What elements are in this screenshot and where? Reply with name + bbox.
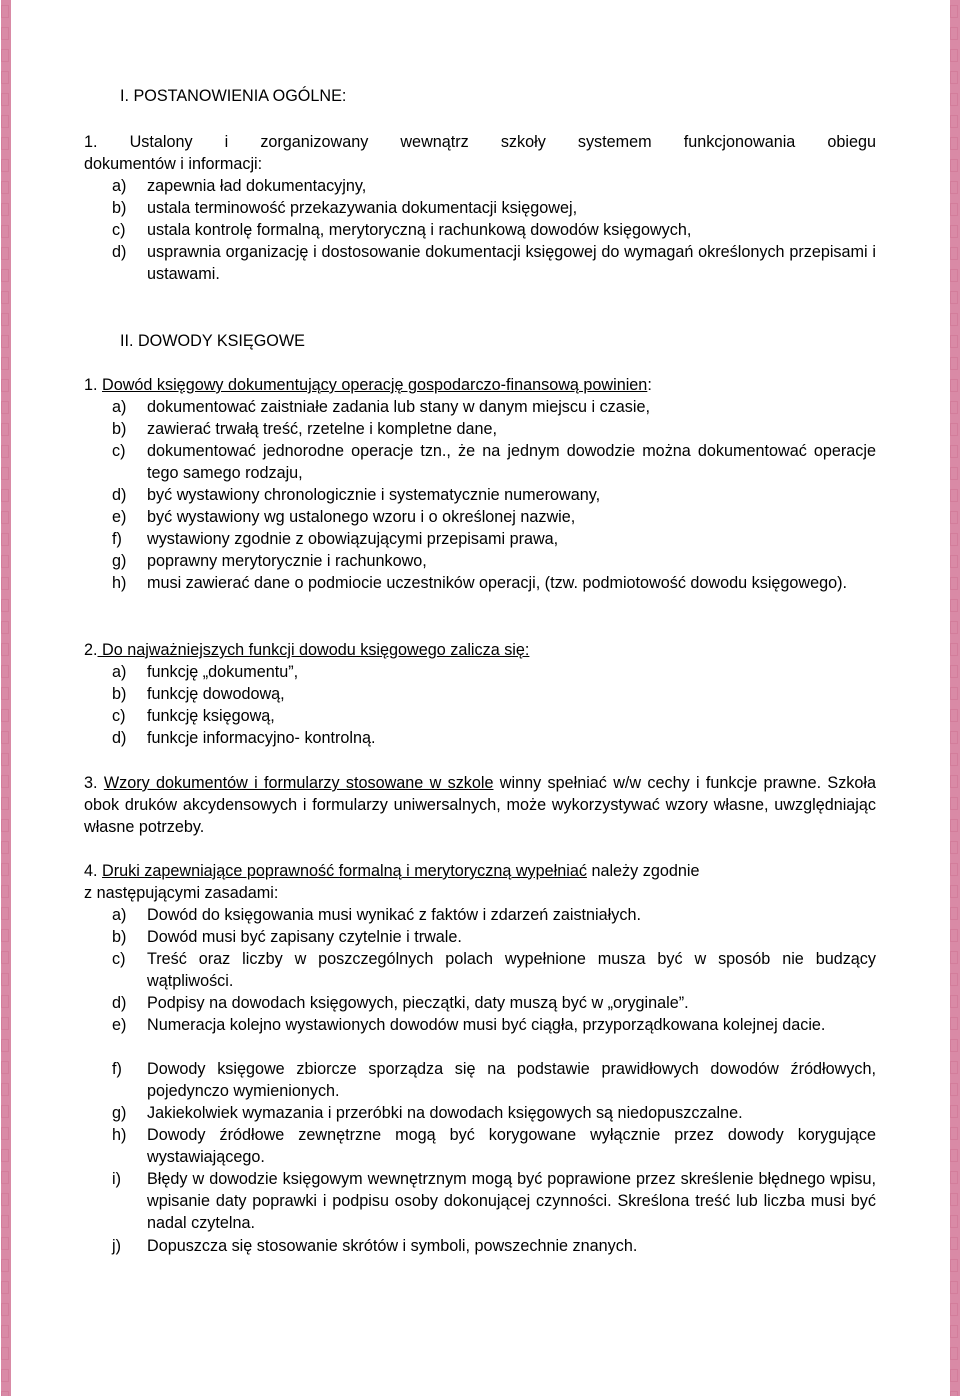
list-label: b) [112, 928, 127, 946]
list-label: a) [112, 398, 127, 416]
list-text: funkcje informacyjno- kontrolną. [147, 729, 376, 747]
paragraph-evidence-4 [84, 860, 876, 882]
list-text: musi zawierać dane o podmiocie uczestników operacji, (tzw. podmiotowość dowodu księgowego). [147, 574, 848, 592]
list-label: f) [112, 1060, 122, 1078]
list-text: być wystawiony chronologicznie i systematycznie numerowany, [147, 486, 601, 504]
decorative-border-right [950, 0, 960, 1396]
paragraph-number: 1. [84, 376, 98, 394]
list-text: dokumentować zaistniałe zadania lub stany w danym miejscu i czasie, [147, 398, 650, 416]
list-text: dokumentować jednorodne operacje tzn., że na jednym dowodzie można dokumentować operacje tego samego rodzaju, [147, 442, 876, 482]
underlined-text: Wzory dokumentów i formularzy stosowane w szkole [103, 774, 494, 792]
list-text: Treść oraz liczby w poszczególnych polach wypełnione musza być w sposób nie budzący wątpliwości. [147, 950, 876, 990]
list-label: c) [112, 221, 126, 239]
list-label: h) [112, 1126, 127, 1144]
list-label: g) [112, 552, 127, 570]
list-label: d) [112, 486, 127, 504]
list-label: e) [112, 1016, 127, 1034]
paragraph-text: winny spełniać w/w cechy i funkcje prawne. Szkoła obok druków akcydensowych i formularzy uniwersalnych, może wykorzystywać wzory własne, uwzględniając własne potrzeby. [84, 774, 876, 836]
list-label: a) [112, 177, 127, 195]
list-text: Błędy w dowodzie księgowym wewnętrznym mogą być poprawione przez skreślenie błędnego wpisu, wpisanie daty poprawki i podpisu osoby dokonującej czynności. Skreślona treść lub liczba musi być nadal czytelna. [147, 1170, 876, 1232]
decorative-border-left [1, 0, 11, 1396]
list-label: e) [112, 508, 127, 526]
section-heading-evidence: II. DOWODY KSIĘGOWE [120, 332, 305, 350]
paragraph-evidence-1 [84, 374, 876, 396]
list-label: d) [112, 243, 127, 261]
section-heading-general: I. POSTANOWIENIA OGÓLNE: [120, 87, 347, 105]
list-text: Numeracja kolejno wystawionych dowodów musi być ciągła, przyporządkowana kolejnej dacie. [147, 1016, 826, 1034]
paragraph-number: 2. [84, 641, 98, 659]
list-text: zapewnia ład dokumentacyjny, [147, 177, 367, 195]
list-text: zawierać trwałą treść, rzetelne i kompletne dane, [147, 420, 497, 438]
list-label: d) [112, 994, 127, 1012]
list-text: Dowody księgowe zbiorcze sporządza się na podstawie prawidłowych dowodów źródłowych, pojedynczo wymienionych. [147, 1060, 876, 1100]
list-text: Dowód do księgowania musi wynikać z faktów i zdarzeń zaistniałych. [147, 906, 641, 924]
paragraph-1-line-1: 1. Ustalony i zorganizowany wewnątrz szkoły systemem funkcjonowania obiegu [84, 133, 876, 151]
list-text: ustala kontrolę formalną, merytoryczną i rachunkową dowodów księgowych, [147, 221, 692, 239]
list-label: h) [112, 574, 127, 592]
list-text: poprawny merytorycznie i rachunkowo, [147, 552, 427, 570]
list-text: być wystawiony wg ustalonego wzoru i o określonej nazwie, [147, 508, 576, 526]
list-label: i) [112, 1170, 121, 1188]
list-label: c) [112, 707, 126, 725]
underlined-text: Dowód księgowy dokumentujący operację gospodarczo-finansową powinien [102, 376, 648, 394]
list-text: Dopuszcza się stosowanie skrótów i symboli, powszechnie znanych. [147, 1237, 638, 1255]
paragraph-text: należy zgodnie [586, 862, 700, 880]
list-text: Dowody źródłowe zewnętrzne mogą być korygowane wyłącznie przez dowody korygujące wystawiającego. [147, 1126, 876, 1166]
paragraph-evidence-2 [84, 639, 876, 661]
underlined-text: Do najważniejszych funkcji dowodu księgowego zalicza się: [97, 641, 530, 659]
list-label: b) [112, 420, 127, 438]
paragraph-number: 4. [84, 862, 98, 880]
list-text: ustala terminowość przekazywania dokumentacji księgowej, [147, 199, 578, 217]
list-text: funkcję dowodową, [147, 685, 285, 703]
list-text: usprawnia organizację i dostosowanie dokumentacji księgowej do wymagań określonych przepisami i ustawami. [147, 243, 876, 283]
paragraph-evidence-4-line-2: z następującymi zasadami: [84, 884, 279, 902]
list-label: g) [112, 1104, 127, 1122]
list-label: a) [112, 663, 127, 681]
list-label: c) [112, 442, 126, 460]
list-label: f) [112, 530, 122, 548]
list-label: b) [112, 199, 127, 217]
list-text: Podpisy na dowodach księgowych, pieczątki, daty muszą być w „oryginale”. [147, 994, 689, 1012]
list-text: Jakiekolwiek wymazania i przeróbki na dowodach księgowych są niedopuszczalne. [147, 1104, 743, 1122]
list-text: wystawiony zgodnie z obowiązującymi przepisami prawa, [147, 530, 559, 548]
paragraph-text: : [647, 376, 652, 394]
list-label: b) [112, 685, 127, 703]
list-text: Dowód musi być zapisany czytelnie i trwale. [147, 928, 462, 946]
paragraph-number: 3. [84, 774, 98, 792]
list-label: a) [112, 906, 127, 924]
paragraph-1-line-2: dokumentów i informacji: [84, 155, 263, 173]
paragraph-evidence-3 [84, 772, 876, 838]
underlined-text: Druki zapewniające poprawność formalną i merytoryczną wypełniać [102, 862, 587, 880]
list-text: funkcję „dokumentu”, [147, 663, 299, 681]
list-label: d) [112, 729, 127, 747]
list-text: funkcję księgową, [147, 707, 275, 725]
list-label: j) [112, 1237, 121, 1255]
list-label: c) [112, 950, 126, 968]
